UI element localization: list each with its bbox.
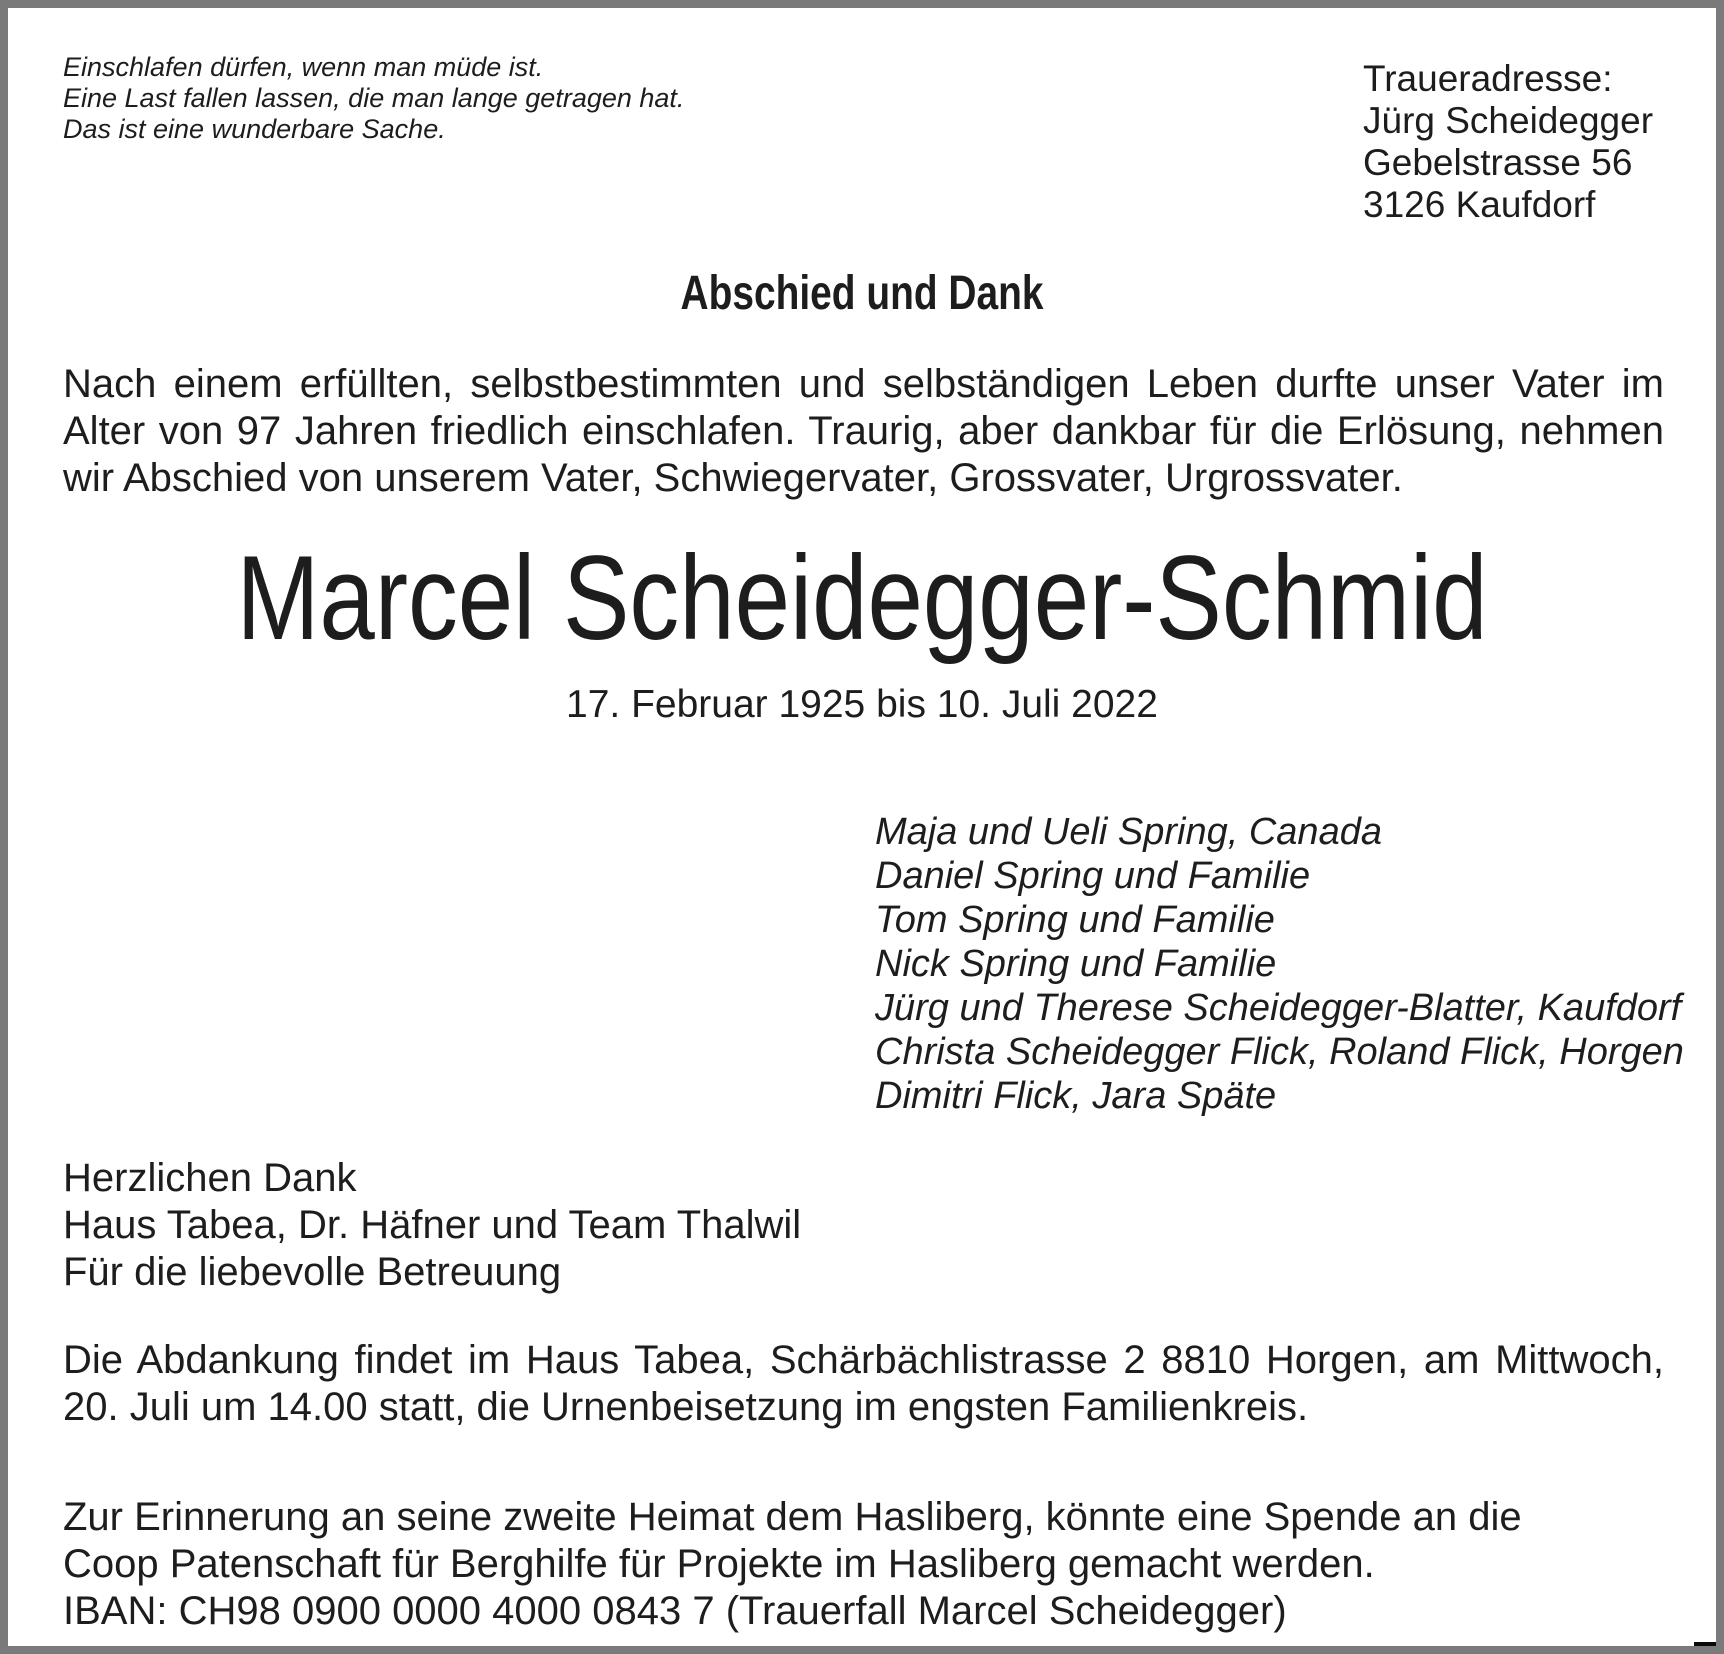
family-line: Jürg und Therese Scheidegger-Blatter, Kaufdorf: [875, 987, 1682, 1029]
family-list: [875, 810, 1684, 1118]
notice-heading: Abschied und Dank: [680, 267, 1044, 320]
family-line: Daniel Spring und Familie: [875, 855, 1311, 897]
donation-line: Zur Erinnerung an seine zweite Heimat dem Hasliberg, könnte eine Spende an die: [63, 1495, 1522, 1539]
quote-line: Eine Last fallen lassen, die man lange getragen hat.: [63, 83, 685, 113]
quote-line: Das ist eine wunderbare Sache.: [63, 114, 446, 144]
mourning-address-line: 3126 Kaufdorf: [1363, 184, 1596, 225]
mourning-address-line: Jürg Scheidegger: [1363, 100, 1654, 141]
mourning-address-label: Traueradresse:: [1363, 58, 1613, 99]
donation-line: Coop Patenschaft für Berghilfe für Projekte im Hasliberg gemacht werden.: [63, 1542, 1375, 1586]
family-line: Maja und Ueli Spring, Canada: [875, 811, 1382, 853]
iban-line: IBAN: CH98 0900 0000 4000 0843 7 (Trauerfall Marcel Scheidegger): [63, 1589, 1287, 1633]
intro-paragraph: Nach einem erfüllten, selbstbestimmten und selbständigen Leben durfte unser Vater im Alter von 97 Jahren friedlich einschlafen. Traurig, aber dankbar für die Erlösung, nehmen wir Abschied von unserem Vater, Schwiegervater, Grossvater, Urgrossvater.: [63, 362, 1664, 500]
mourning-address: [1363, 58, 1653, 226]
service-paragraph: Die Abdankung findet im Haus Tabea, Schärbächlistrasse 2 8810 Horgen, am Mittwoch, 20. Juli um 14.00 statt, die Urnenbeisetzung im engsten Familienkreis.: [63, 1338, 1664, 1429]
family-line: Christa Scheidegger Flick, Roland Flick, Horgen: [875, 1031, 1684, 1073]
thanks-line: Herzlichen Dank: [63, 1156, 357, 1200]
opening-quote: [63, 52, 684, 145]
deceased-name: Marcel Scheidegger-Schmid: [236, 531, 1488, 665]
donation-block: [63, 1494, 1522, 1635]
family-line: Nick Spring und Familie: [875, 943, 1277, 985]
life-dates: 17. Februar 1925 bis 10. Juli 2022: [566, 683, 1158, 726]
family-line: Tom Spring und Familie: [875, 899, 1275, 941]
thanks-line: Haus Tabea, Dr. Häfner und Team Thalwil: [63, 1203, 802, 1247]
quote-line: Einschlafen dürfen, wenn man müde ist.: [63, 52, 544, 82]
mourning-address-line: Gebelstrasse 56: [1363, 142, 1633, 183]
scan-artifact: [1694, 1642, 1716, 1646]
thanks-block: [63, 1155, 801, 1296]
thanks-line: Für die liebevolle Betreuung: [63, 1250, 562, 1294]
family-line: Dimitri Flick, Jara Späte: [875, 1075, 1277, 1117]
